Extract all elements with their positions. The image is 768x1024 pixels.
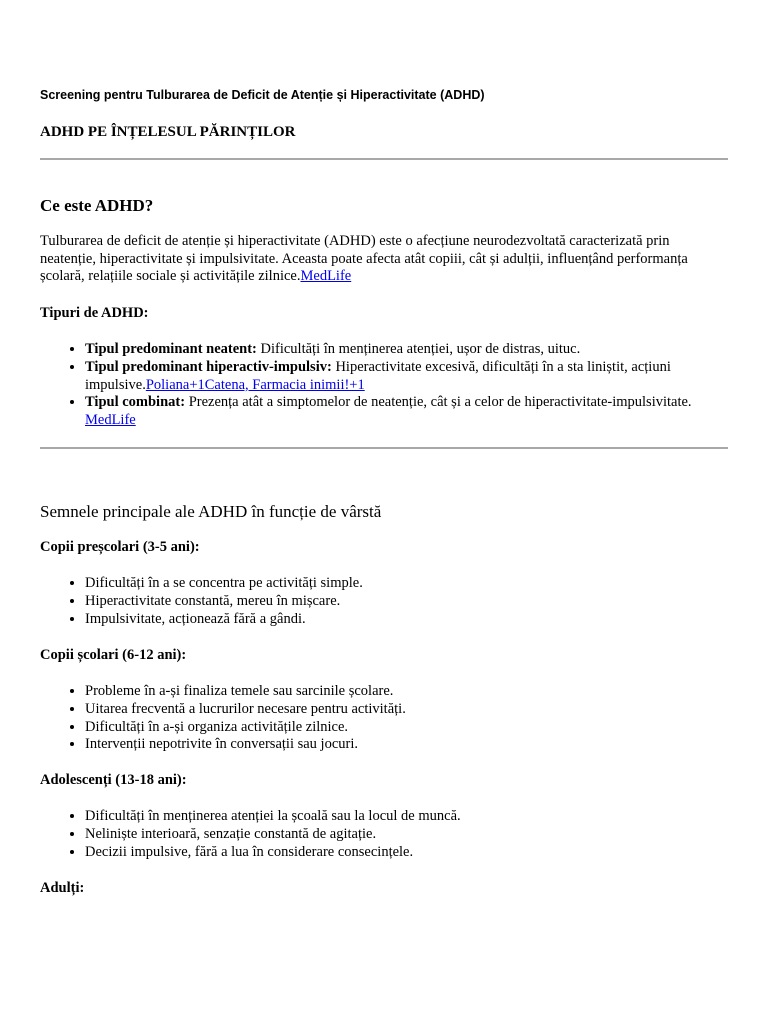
divider: [40, 447, 728, 449]
list-item: • Dificultăți în a-și organiza activitățile zilnice.: [85, 719, 728, 737]
list-item: • Impulsivitate, acționează fără a gândi.: [85, 611, 728, 629]
type-label: Tipul combinat:: [85, 394, 186, 411]
type-label: Tipul predominant neatent:: [85, 341, 257, 357]
teens-heading: Adolescenți (13-18 ani):: [40, 772, 187, 788]
list-item: • Uitarea frecventă a lucrurilor necesare pentru activități.: [85, 701, 728, 719]
types-heading: Tipuri de ADHD:: [40, 305, 149, 321]
adults-heading: Adulți:: [40, 880, 85, 896]
source-link-poliana[interactable]: Poliana+1Catena, Farmacia inimii!+1: [145, 376, 365, 393]
document-title: Screening pentru Tulburarea de Deficit de Atenție și Hiperactivitate (ADHD): [40, 88, 485, 102]
type-description: Hiperactivitate excesivă, dificultăți în a sta liniștit, acțiuni impulsive.: [85, 358, 671, 393]
list-item: • Neliniște interioară, senzație constantă de agitație.: [85, 826, 728, 844]
list-item: • Hiperactivitate constantă, mereu în mișcare.: [85, 593, 728, 611]
list-item: • Probleme în a-și finaliza temele sau sarcinile școlare.: [85, 683, 728, 701]
site-title: ADHD PE ÎNȚELESUL PĂRINȚILOR: [40, 124, 296, 140]
list-item: • Intervenții nepotrivite în conversații sau jocuri.: [85, 736, 728, 754]
type-description: Prezența atât a simptomelor de neatenție, cât și a celor de hiperactivitate-impulsivitate.: [185, 394, 692, 411]
intro-paragraph: [40, 233, 728, 286]
list-item: • Decizii impulsive, fără a lua în considerare consecințele.: [85, 844, 728, 862]
list-item: • Dificultăți în menținerea atenției la școală sau la locul de muncă.: [85, 808, 728, 826]
list-item: [85, 394, 728, 430]
source-link-medlife[interactable]: MedLife: [300, 268, 352, 285]
teens-list: [40, 808, 728, 861]
school-list: [40, 683, 728, 754]
divider: [40, 158, 728, 160]
intro-heading: Ce este ADHD?: [40, 196, 154, 215]
list-item: [85, 341, 728, 359]
list-item: • Dificultăți în a se concentra pe activități simple.: [85, 575, 728, 593]
preschool-heading: Copii preșcolari (3-5 ani):: [40, 539, 200, 555]
preschool-list: [40, 575, 728, 628]
type-label: Tipul predominant hiperactiv-impulsiv:: [85, 358, 332, 375]
types-list: [40, 341, 728, 430]
type-description: Dificultăți în menținerea atenției, ușor de distras, uituc.: [256, 341, 581, 357]
school-heading: Copii școlari (6-12 ani):: [40, 647, 187, 663]
intro-text: Tulburarea de deficit de atenție și hiperactivitate (ADHD) este o afecțiune neurodezvoltată caracterizată prin neatenție, hiperactivitate și impulsivitate. Aceasta poate afecta atât copiii, cât și adulții, influențând performanța școlară, relațiile sociale și activitățile zilnice.: [40, 233, 688, 285]
list-item: [85, 359, 728, 395]
source-link-medlife[interactable]: MedLife: [85, 412, 136, 429]
signs-heading: Semnele principale ale ADHD în funcție de vârstă: [40, 502, 382, 521]
